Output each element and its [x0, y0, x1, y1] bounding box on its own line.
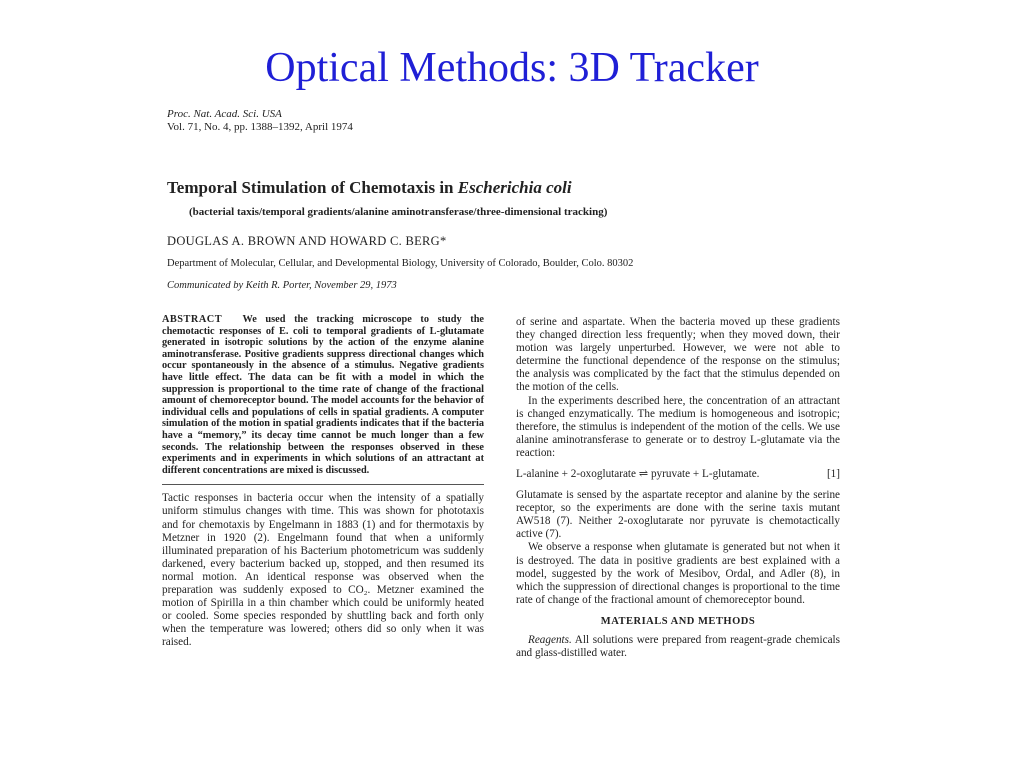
body-paragraph: In the experiments described here, the concentration of an attractant is changed enzymatically. The medium is homogeneous and isotropic; therefore, the stimulus is independent of the motion of the cells. We use alanine aminotransferase to generate or to destroy L-glutamate via the reaction: — [516, 394, 840, 459]
article-title-main: Temporal Stimulation of Chemotaxis in — [167, 178, 458, 197]
abstract-text: We used the tracking microscope to study the chemotactic responses of E. coli to temporal gradients of L-glutamate generated in isotropic solutions by the action of the enzyme alanine aminotransferase. Positive gradients suppress directional changes which occur spontaneously in the absence of a stimulus. Negative gradients have little effect. The data can be fit with a model in which the suppression is proportional to the time rate of change of the fractional amount of chemoreceptor bound. The model accounts for the behavior of individual cells and populations of cells in spatial gradients. A computer simulation of the motion in spatial gradients indicates that if the bacteria have a “memory,” its decay time cannot be much longer than a few seconds. The relationship between the responses observed in these experiments and in experiments in which solutions of an attractant at different concentrations are mixed is discussed. — [162, 314, 484, 476]
left-column — [162, 314, 484, 649]
body-paragraph: Glutamate is sensed by the aspartate receptor and alanine by the serine receptor, so the experiments are done with the serine taxis mutant AW518 (7). Neither 2-oxoglutarate nor pyruvate is chemotactically active (7). — [516, 489, 840, 541]
journal-volume: Vol. 71, No. 4, pp. 1388–1392, April 1974 — [167, 121, 353, 133]
right-column — [516, 316, 840, 660]
article-title-species: Escherichia coli — [457, 178, 572, 197]
abstract-divider — [162, 484, 484, 485]
author-affiliation: Department of Molecular, Cellular, and Developmental Biology, University of Colorado, Boulder, Colo. 80302 — [167, 258, 634, 269]
article-title — [167, 178, 572, 198]
reaction-equation — [516, 468, 840, 481]
paper-page-image — [162, 108, 844, 720]
article-authors: DOUGLAS A. BROWN AND HOWARD C. BERG* — [167, 234, 447, 248]
reagents-text: All solutions were prepared from reagent-grade chemicals and glass-distilled water. — [516, 633, 840, 659]
abstract-heading: ABSTRACT — [162, 314, 223, 325]
body-paragraph: of serine and aspartate. When the bacteria moved up these gradients they changed direction less frequently; when they moved down, their motion was largely unperturbed. However, we were not able to determine the functional dependence of the response on the stimulus; the analysis was complicated by the fact that the stimulus depended on the motion of the cells. — [516, 316, 840, 394]
journal-name: Proc. Nat. Acad. Sci. USA — [167, 108, 282, 120]
article-keywords: (bacterial taxis/temporal gradients/alanine aminotransferase/three-dimensional tracking) — [189, 206, 608, 218]
body-paragraph: We observe a response when glutamate is generated but not when it is destroyed. The data in positive gradients are best explained with a model, suggested by the work of Mesibov, Ordal, and Adler (8), in which the suppression of directional changes is proportional to the time rate of change of the fractional amount of chemoreceptor bound. — [516, 541, 840, 606]
journal-citation — [167, 108, 353, 134]
reagents-heading: Reagents. — [528, 633, 572, 646]
equation-text: L-alanine + 2-oxoglutarate ⇌ pyruvate + L-glutamate. — [516, 468, 760, 481]
reagents-paragraph — [516, 634, 840, 660]
communicated-by: Communicated by Keith R. Porter, November 29, 1973 — [167, 280, 397, 291]
slide-title: Optical Methods: 3D Tracker — [265, 45, 759, 91]
equation-number: [1] — [826, 468, 840, 481]
intro-paragraph: Tactic responses in bacteria occur when the intensity of a spatially uniform stimulus changes with time. This was shown for phototaxis and for chemotaxis by Engelmann in 1883 (1) and for thermotaxis by Metzner in 1920 (2). Engelmann found that when a uniformly illuminated preparation of his Bacterium photometricum was suddenly darkened, every bacterium backed up, stopped, and then resumed its normal motion. An identical response was observed when the preparation was suddenly exposed to CO₂. Metzner examined the motion of Spirilla in a thin chamber which could be uniformly heated or cooled. Some species responded by shuttling back and forth only when the temperature was lowered; others did so only when it was raised. — [162, 492, 484, 649]
section-heading: MATERIALS AND METHODS — [600, 615, 756, 627]
abstract — [162, 314, 484, 476]
